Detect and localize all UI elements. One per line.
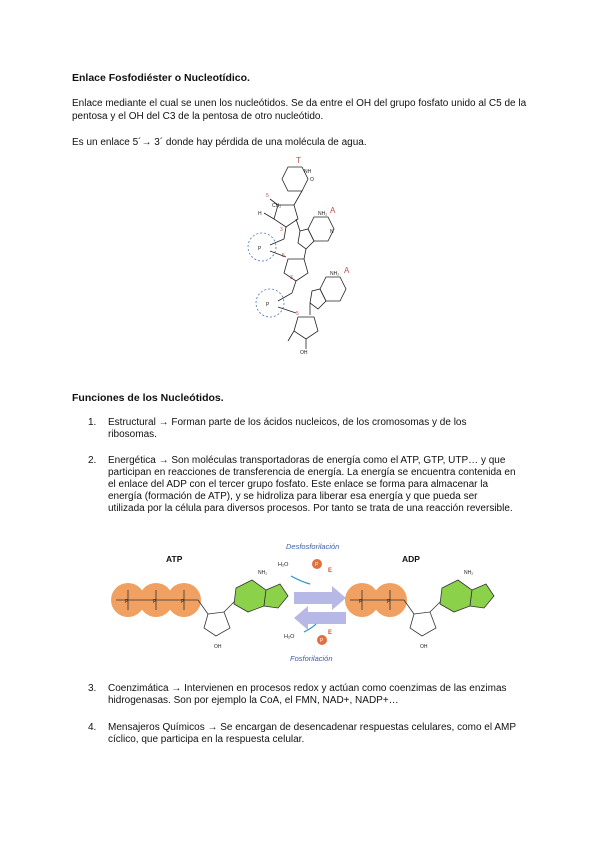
adp-oh-label: OH [420,644,428,650]
atp-nh2-label: NH₂ [258,570,268,576]
phosphate-p-label-1: P [258,246,262,252]
carbon3-label-1: 3 [280,227,283,233]
energy-icon-top: E [328,568,333,574]
oh-label: OH [300,350,308,355]
h2o-label: H₂O [278,562,289,568]
adp-label: ADP [402,554,420,564]
phosphate-icon-top-label: P [315,562,319,568]
adp-p2-label: P [387,599,391,605]
phosphodiester-diagram [230,155,380,355]
reverse-arrow [294,606,346,630]
water-in-arrow [291,576,310,584]
list-item-text: Mensajeros Químicos → Se encargan de desencadenar respuestas celulares, como el AMP cíclico, que participa en la respuesta celular. [108,722,516,745]
paragraph-definition: Enlace mediante el cual se unen los nucleótidos. Se da entre el OH del grupo fosfato unido al C5 de la pentosa y el OH del C3 de la pentosa de otro nucleótido. [72,98,527,122]
list-item-number: 2. [88,455,97,466]
ch2-label: CH₂ [272,203,282,209]
atp-oh-label: OH [214,644,222,650]
fosforilacion-label: Fosforilación [290,654,333,663]
nh2-label-1: NH₂ [318,211,328,217]
base-a1-label: A [330,206,336,215]
section-title-functions: Funciones de los Nucleótidos. [72,392,224,404]
forward-arrow [294,586,346,610]
n-label: N [330,229,334,235]
list-item-text: Energética → Son moléculas transportadoras de energía como el ATP, GTP, UTP… y que participan en reacciones de transferencia de energía. La energía se encuentra contenida en el enlace del ADP con el tercer grupo fosfato. Este enlace se forma para almacenar la energía (formación de ATP), y se hidroliza para liberar esa energía y que pueda ser utilizada por la célula para diversos procesos. Por tanto se trata de una reacción reversible. [108,455,516,514]
section-title-phosphodiester: Enlace Fosfodiéster o Nucleotídico. [72,72,250,84]
atp-p1-label: P [125,599,129,605]
adp-p1-label: P [359,599,363,605]
h-label: H [258,211,262,217]
atp-label: ATP [166,554,183,564]
nh-label: NH [304,169,312,175]
atp-adp-diagram [106,540,526,675]
atp-p2-label: P [153,599,157,605]
carbon3-label-2: 3 [290,275,293,281]
atp-p3-label: P [181,599,185,605]
h2o-out-label: H₂O [284,634,295,640]
list-item-number: 1. [88,417,97,428]
adp-nh2-label: NH₂ [464,570,474,576]
carbon5-label-2: 5 [282,253,285,259]
paragraph-bond-direction: Es un enlace 5´→ 3´ donde hay pérdida de una molécula de agua. [72,137,367,148]
base-t-label: T [296,156,301,165]
energy-icon-bottom: E [328,630,333,636]
list-item-text: Estructural → Forman parte de los ácidos nucleicos, de los cromosomas y de los ribosomas. [108,417,467,440]
adp-base [440,580,472,612]
carbon5-label-3: 5 [296,311,299,317]
list-item-number: 3. [88,683,97,694]
list-item-number: 4. [88,722,97,733]
atp-base [234,580,266,612]
base-a2-label: A [344,266,350,275]
phosphate-p-label-2: P [266,302,270,308]
nh2-label-2: NH₂ [330,271,340,277]
carbon5-label-1: 5 [266,193,269,199]
phosphate-icon-bottom-label: P [320,638,324,644]
o-label: O [310,177,314,183]
desfosforilacion-label: Desfosforilación [286,542,340,551]
list-item-text: Coenzimática → Intervienen en procesos redox y actúan como coenzimas de las enzimas hidrogenasas. Son por ejemplo la CoA, el FMN, NAD+, NADP+… [108,683,507,706]
